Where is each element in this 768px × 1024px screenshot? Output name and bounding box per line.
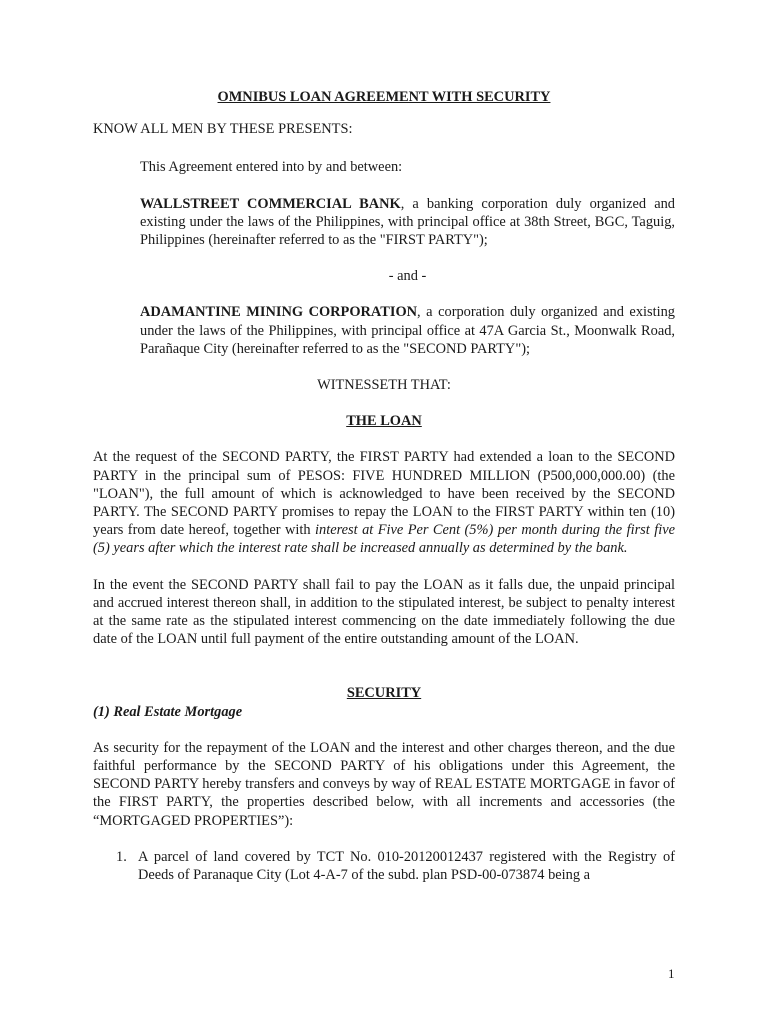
loan-paragraph-1 <box>93 448 675 557</box>
list-item-number: 1. <box>116 848 127 865</box>
document-page <box>93 88 675 884</box>
security-heading: SECURITY <box>346 685 422 702</box>
loan-paragraph-1-text: At the request of the SECOND PARTY, the FIRST PARTY had extended a loan to the SECOND PARTY in the principal sum of PESOS: FIVE HUNDRED MILLION (P500,000,000.00) (the "LOAN"), the full amount of which is acknowledged to have been received by the SECOND PARTY. The SECOND PARTY promises to repay the LOAN to the FIRST PARTY within ten (10) years from date hereof, together with <box>93 449 675 539</box>
witnesseth-heading: WITNESSETH THAT: <box>317 377 451 394</box>
loan-heading: THE LOAN <box>346 413 422 430</box>
first-party-text: , a banking corporation duly organized and existing under the laws of the Philippines, with principal office at 38th Street, BGC, Taguig, Philippines (hereinafter referred to as the "FIRST PARTY"); <box>140 195 675 249</box>
parties-block <box>140 158 675 249</box>
spacer <box>93 666 675 684</box>
first-party-name: WALLSTREET COMMERCIAL BANK <box>140 195 401 212</box>
document-title: OMNIBUS LOAN AGREEMENT WITH SECURITY <box>217 89 551 105</box>
and-separator: - and - <box>388 268 427 285</box>
security-paragraph: As security for the repayment of the LOAN and the interest and other charges thereon, and the due faithful performance by the SECOND PARTY of his obligations under this Agreement, the SECOND PARTY hereby transfers and conveys by way of REAL ESTATE MORTGAGE in favor of the FIRST PARTY, the properties described below, with all increments and accessories (the “MORTGAGED PROPERTIES”): <box>93 739 675 829</box>
page-number: 1 <box>668 966 675 981</box>
second-party-name: ADAMANTINE MINING CORPORATION <box>140 304 418 321</box>
loan-interest-terms: interest at Five Per Cent (5%) per month during the first five (5) years after which the interest rate shall be increased annually as determined by the bank. <box>93 522 675 557</box>
intro-text: This Agreement entered into by and between: <box>140 159 403 176</box>
real-estate-mortgage-subheading: (1) Real Estate Mortgage <box>93 703 243 720</box>
first-party-clause <box>140 195 675 250</box>
second-party-block <box>140 303 675 358</box>
list-item <box>93 848 675 884</box>
salutation: KNOW ALL MEN BY THESE PRESENTS: <box>93 121 353 138</box>
second-party-text: , a corporation duly organized and existing under the laws of the Philippines, with principal office at 47A Garcia St., Moonwalk Road, Parañaque City (hereinafter referred to as the "SECOND PARTY"); <box>140 304 676 357</box>
second-party-clause <box>140 303 675 358</box>
list-item-text: A parcel of land covered by TCT No. 010-20120012437 registered with the Registry of Deeds of Paranaque City (Lot 4-A-7 of the subd. plan PSD-00-073874 being a <box>138 848 675 884</box>
loan-paragraph-2: In the event the SECOND PARTY shall fail to pay the LOAN as it falls due, the unpaid principal and accrued interest thereon shall, in addition to the stipulated interest, be subject to penalty interest at the same rate as the stipulated interest commencing on the date immediately following the due date of the LOAN until full payment of the entire outstanding amount of the LOAN. <box>93 576 675 648</box>
